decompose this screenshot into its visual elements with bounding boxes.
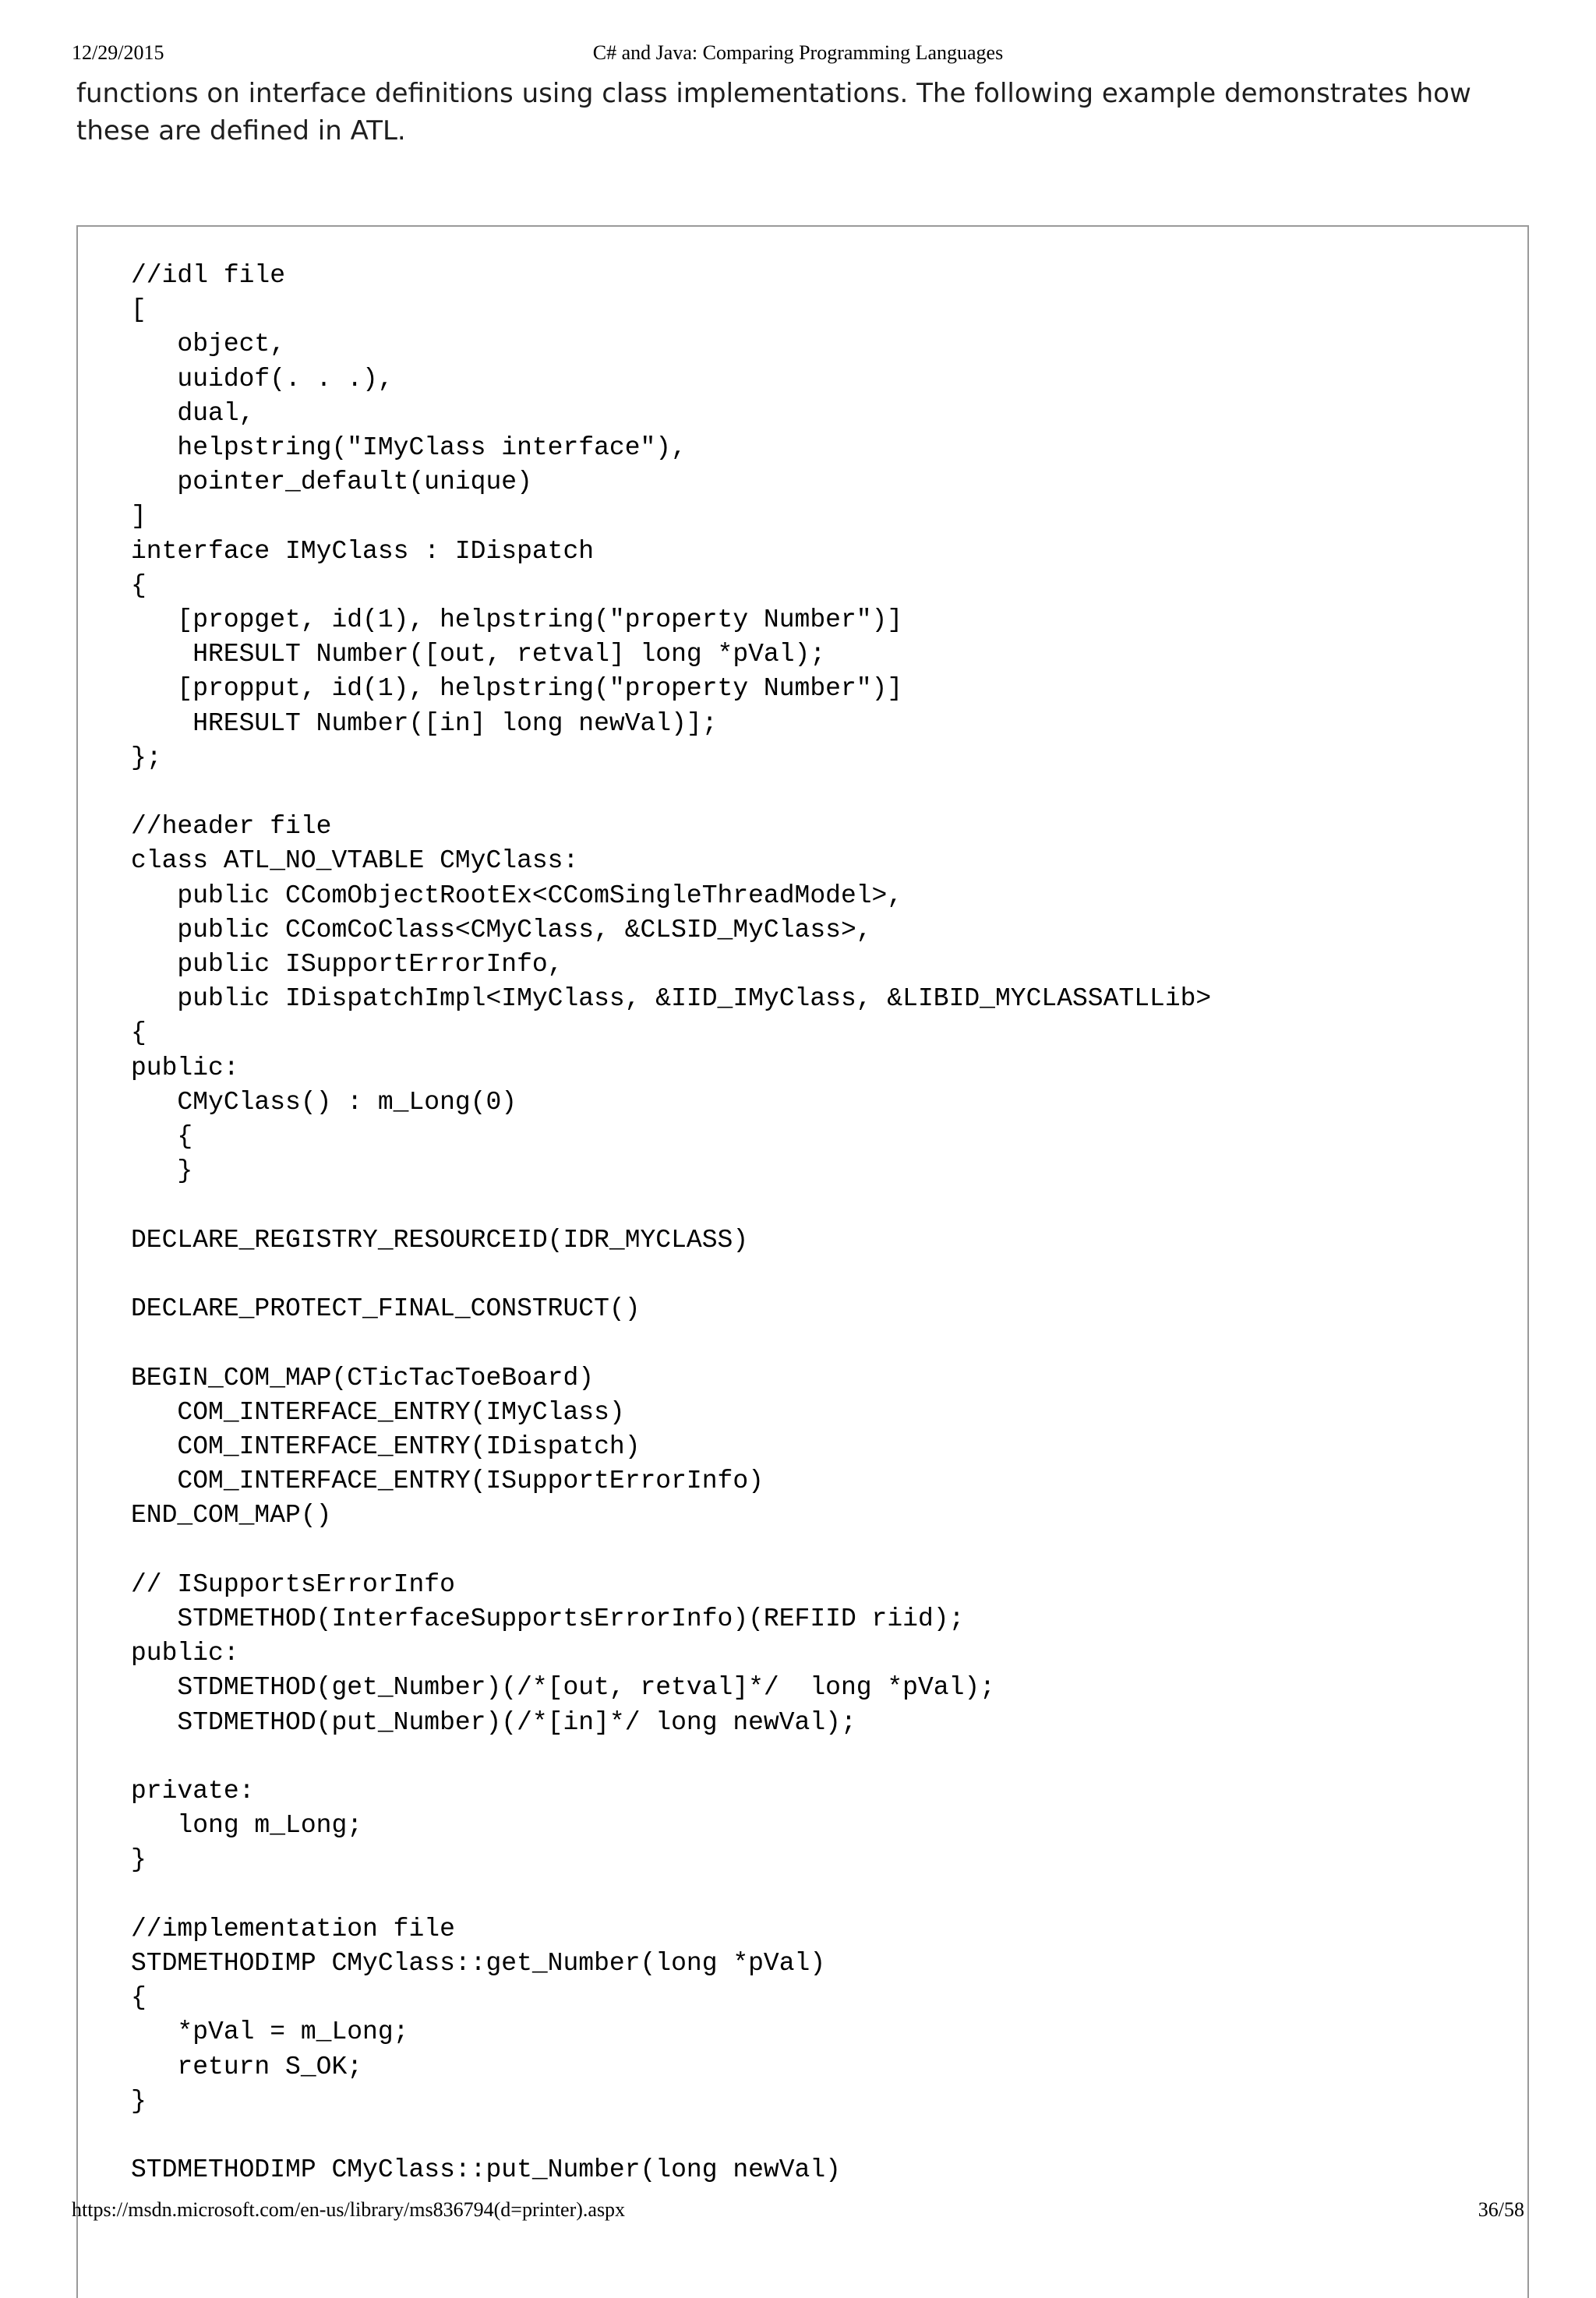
code-listing: //idl file [ object, uuidof(. . .), dual, helpstring("IMyClass interface"), pointer_default(unique) ] interface IMyClass : IDispatch { [propget, id(1), helpstring("property Number")] HRESULT Number([out, retval] long *pVal); [propput, id(1), helpstring("property Number")] HRESULT Number([in] long newVal)]; }; //header file class ATL_NO_VTABLE CMyClass: public CComObjectRootEx<CComSingleThreadModel>, public CComCoClass<CMyClass, &CLSID_MyClass>, public ISupportErrorInfo, public IDispatchImpl<IMyClass, &IID_IMyClass, &LIBID_MYCLASSATLLib> { public: CMyClass() : m_Long(0) { } DECLARE_REGISTRY_RESOURCEID(IDR_MYCLASS) DECLARE_PROTECT_FINAL_CONSTRUCT() BEGIN_COM_MAP(CTicTacToeBoard) COM_INTERFACE_ENTRY(IMyClass) COM_INTERFACE_ENTRY(IDispatch) COM_INTERFACE_ENTRY(ISupportErrorInfo) END_COM_MAP() // ISupportsErrorInfo STDMETHOD(InterfaceSupportsErrorInfo)(REFIID riid); public: STDMETHOD(get_Number)(/*[out, retval]*/ long *pVal); STDMETHOD(put_Number)(/*[in]*/ long newVal); private: long m_Long; } //implementation file STDMETHODIMP CMyClass::get_Number(long *pVal) { *pVal = m_Long; return S_OK; } STDMETHODIMP CMyClass::put_Number(long newVal)	[131, 261, 1212, 2185]
print-header	[72, 37, 1524, 69]
page-number: 36/58	[1478, 2198, 1524, 2221]
code-block	[76, 225, 1529, 2298]
intro-paragraph: functions on interface definitions using class implementations. The following example demonstrates how these are defined in ATL.	[76, 78, 1471, 146]
page-url: https://msdn.microsoft.com/en-us/library/ms836794(d=printer).aspx	[72, 2198, 626, 2221]
print-date: 12/29/2015	[72, 41, 164, 64]
document-title: C# and Java: Comparing Programming Languages	[592, 41, 1004, 64]
print-footer	[72, 2194, 1524, 2226]
